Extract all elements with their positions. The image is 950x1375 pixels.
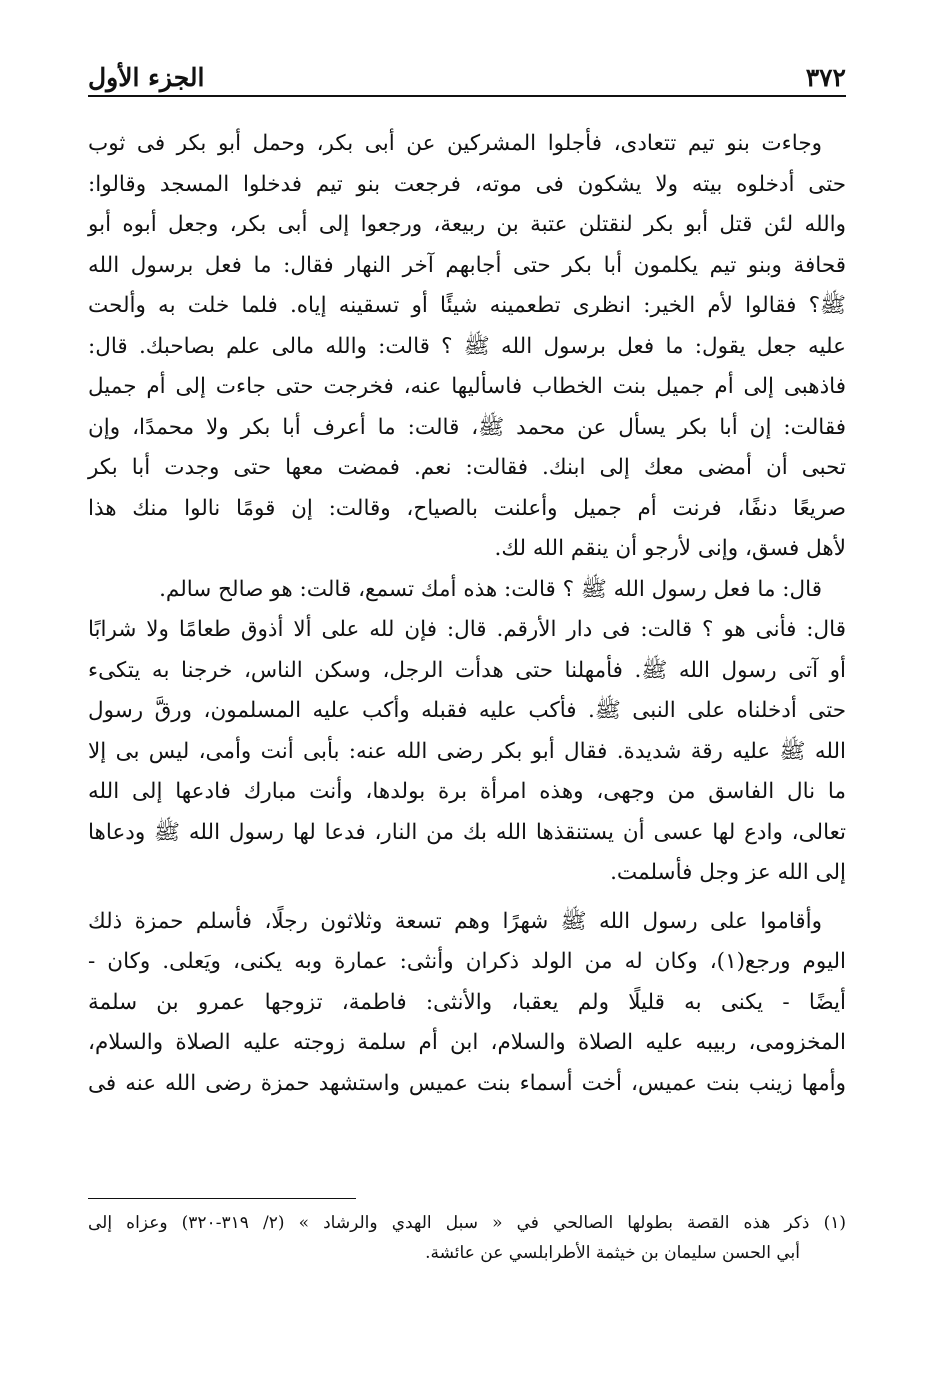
text-line: اليوم ورجع(١)، وكان له من الولد ذكران وأنثى: عمارة وبه يكنى، ويَعلى. وكان - [88, 949, 846, 974]
paragraph [88, 124, 846, 570]
text-line: ﷺ؟ فقالوا لأم الخير: انظرى تطعمينه شيئًا أو تسقينه إياه. فلما خلت به وألحت [88, 293, 846, 318]
text-line: حتى أدخلوه بيته ولا يشكون فى موته، فرجعت بنو تيم فدخلوا المسجد وقالوا: [88, 171, 846, 197]
paragraph [88, 610, 846, 894]
text-line: الله ﷺ عليه رقة شديدة. فقال أبو بكر رضى الله عنه: بأبى أنت وأمى، ليس بى إلا [88, 738, 846, 764]
text-line: وأمها زينب بنت عميس، أخت أسماء بنت عميس واستشهد حمزة رضى الله عنه فى [88, 1070, 846, 1096]
text-line: فاذهبى إلى أم جميل بنت الخطاب فاسأليها عنه، فخرجت حتى جاءت إلى أم جميل [88, 374, 846, 399]
text-line: والله لئن قتل أبو بكر لنقتلن عتبة بن ربيعة، ورجعوا إلى أبى بكر، وجعل أبوه أبو [88, 212, 846, 237]
footnote-line: أبي الحسن سليمان بن خيثمة الأطرابلسي عن عائشة. [425, 1243, 800, 1263]
footnote-rule [88, 1198, 356, 1199]
page-number: ٣٧٢ [805, 63, 846, 92]
text-line: وجاءت بنو تيم تتعادى، فأجلوا المشركين عن أبى بكر، وحمل أبو بكر فى ثوب [88, 131, 822, 156]
text-line: صريعًا دنفًا، فرنت أم جميل وأعلنت بالصياح، وقالت: إن قومًا نالوا منك هذا [88, 495, 846, 521]
text-line: المخزومى، ربيبه عليه الصلاة والسلام، ابن أم سلمة زوجته عليه الصلاة والسلام، [88, 1030, 846, 1055]
footnotes [88, 1208, 846, 1268]
text-line: تعالى، وادع لها عسى أن يستنقذها الله بك من النار، فدعا لها رسول الله ﷺ ودعاها [88, 819, 846, 845]
text-line: وأقاموا على رسول الله ﷺ شهرًا وهم تسعة وثلاثون رجلًا، فأسلم حمزة ذلك [88, 908, 822, 934]
page-header [88, 50, 846, 92]
text-line: حتى أدخلناه على النبى ﷺ. فأكب عليه فقبله وأكب عليه المسلمون، ورقَّ رسول [88, 698, 846, 723]
text-line: ما نال الفاسق من وجهى، وهذه امرأة برة بولدها، وأنت مبارك فادعها إلى الله [88, 779, 846, 804]
text-line: تحبى أن أمضى معك إلى ابنك. فقالت: نعم. فمضت معها حتى وجدت أبا بكر [88, 455, 846, 480]
text-line: قحافة وبنو تيم يكلمون أبا بكر حتى أجابهم آخر النهار فقال: ما فعل برسول الله [88, 252, 846, 278]
paragraph [88, 902, 846, 1105]
paragraph-gap [88, 894, 846, 902]
text-line: قال: فأنى هو ؟ قالت: فى دار الأرقم. قال: فإن لله على ألا أذوق طعامًا ولا شرابًا [88, 617, 846, 642]
text-line: لأهل فسق، وإنى لأرجو أن ينقم الله لك. [494, 536, 846, 561]
text-line: فقالت: إن أبا بكر يسأل عن محمد ﷺ، قالت: ما أعرف أبا بكر ولا محمدًا، وإن [88, 414, 846, 440]
part-title: الجزء الأول [88, 63, 205, 92]
text-line: أو آتى رسول الله ﷺ. فأمهلنا حتى هدأت الرجل، وسكن الناس، خرجنا به يتكىء [88, 657, 846, 683]
text-line: إلى الله عز وجل فأسلمت. [610, 860, 846, 885]
footnote-line: (١) ذكر هذه القصة بطولها الصالحي في « سبل الهدي والرشاد » (٢/ ٣١٩-٣٢٠) وعزاه إلى [88, 1213, 846, 1233]
text-line: قال: ما فعل رسول الله ﷺ ؟ قالت: هذه أمك تسمع، قالت: هو صالح سالم. [159, 576, 822, 602]
main-text [88, 124, 846, 1104]
header-rule [88, 95, 846, 97]
text-line: عليه جعل يقول: ما فعل برسول الله ﷺ ؟ قالت: والله مالى علم بصاحبك. قال: [88, 333, 846, 359]
paragraph [88, 570, 846, 611]
text-line: أيضًا - يكنى به قليلًا ولم يعقبا، والأنثى: فاطمة، تزوجها عمرو بن سلمة [88, 989, 846, 1015]
